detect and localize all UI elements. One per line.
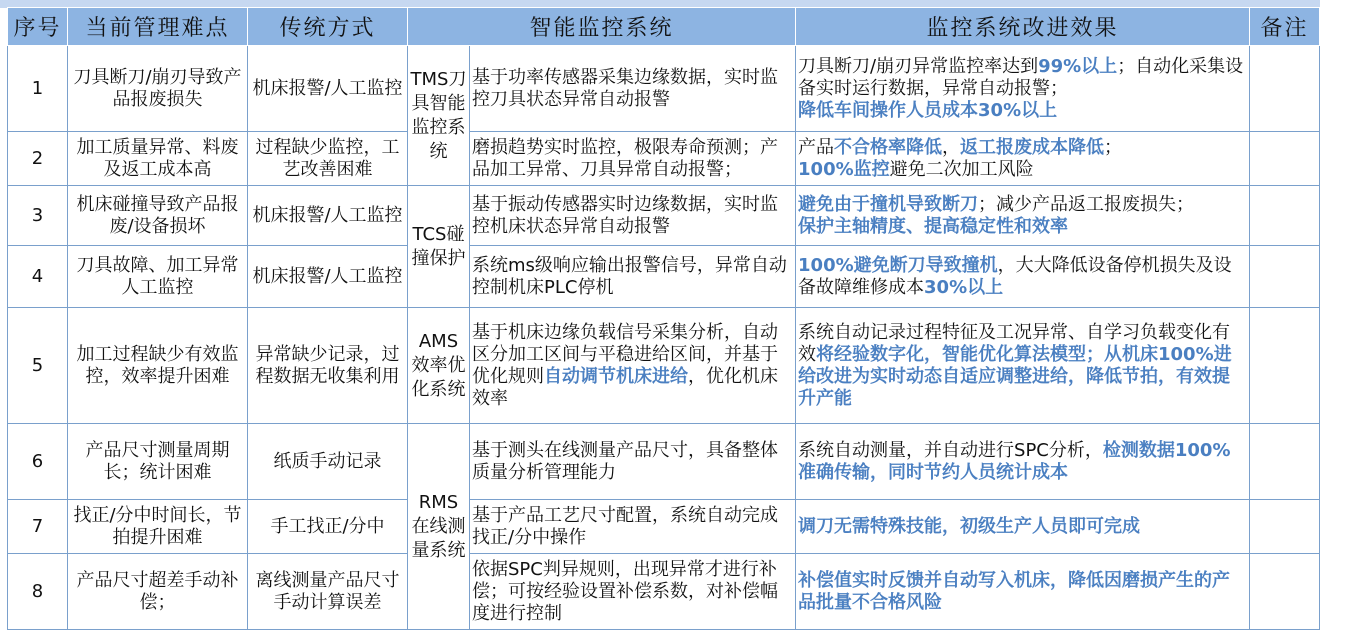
effect-highlight: 返工报废成本降低 [960, 136, 1105, 158]
effect-text: 系统自动记录过程特征及工况异常、自学习负载变化有效 [798, 321, 1231, 365]
header-row [8, 8, 1320, 46]
table-row [8, 46, 1320, 132]
effect-highlight: 将经验数字化，智能优化算法模型；从机床100%进给改进为实时动态自适应调整进给，降低节拍，有效提升产能 [798, 343, 1232, 409]
row-difficulty: 机床碰撞导致产品报废/设备损坏 [68, 186, 248, 246]
row-no: 3 [8, 186, 68, 246]
row-traditional: 机床报警/人工监控 [248, 186, 408, 246]
effect-text: 产品 [798, 136, 835, 158]
header-seq: 序号 [8, 8, 68, 46]
row-traditional: 机床报警/人工监控 [248, 46, 408, 132]
row-detail: 磨损趋势实时监控，极限寿命预测；产品加工异常、刀具异常自动报警； [470, 132, 796, 186]
row-difficulty: 加工质量异常、料废及返工成本高 [68, 132, 248, 186]
effect-highlight: 检测数据100%准确传输，同时节约人员统计成本 [798, 439, 1231, 483]
row-effect [796, 46, 1250, 132]
effect-highlight: 不合格率降低 [834, 136, 943, 158]
row-remark [1250, 246, 1320, 308]
row-remark [1250, 132, 1320, 186]
header-remark: 备注 [1250, 8, 1320, 46]
header-difficulty: 当前管理难点 [68, 8, 248, 46]
row-no: 8 [8, 554, 68, 630]
row-traditional: 纸质手动记录 [248, 424, 408, 500]
system-tms: TMS刀具智能监控系统 [408, 46, 470, 186]
detail-text: ，优化机床效率 [472, 365, 778, 409]
row-no: 4 [8, 246, 68, 308]
header-effect: 监控系统改进效果 [796, 8, 1250, 46]
row-effect [796, 246, 1250, 308]
row-effect [796, 500, 1250, 554]
row-effect [796, 308, 1250, 424]
effect-text: ；减少产品返工报废损失； [978, 193, 1195, 215]
row-remark [1250, 500, 1320, 554]
table-row [8, 186, 1320, 246]
effect-text: ； [1104, 136, 1123, 158]
row-detail: 系统ms级响应输出报警信号，异常自动控制机床PLC停机 [470, 246, 796, 308]
detail-highlight: 自动调节机床进给 [544, 365, 688, 387]
row-difficulty: 找正/分中时间长，节拍提升困难 [68, 500, 248, 554]
row-traditional: 离线测量产品尺寸手动计算误差 [248, 554, 408, 630]
row-remark [1250, 308, 1320, 424]
detail-text: 基于机床边缘负载信号采集分析，自动区分加工区间与平稳进给区间，并基于优化规则 [472, 321, 778, 387]
effect-highlight: 避免由于撞机导致断刀 [798, 193, 979, 215]
table-row [8, 308, 1320, 424]
row-no: 5 [8, 308, 68, 424]
row-detail: 基于产品工艺尺寸配置，系统自动完成找正/分中操作 [470, 500, 796, 554]
row-difficulty: 加工过程缺少有效监控，效率提升困难 [68, 308, 248, 424]
system-ams: AMS效率优化系统 [408, 308, 470, 424]
effect-text: 系统自动测量，并自动进行SPC分析， [798, 439, 1103, 461]
row-traditional: 过程缺少监控，工艺改善困难 [248, 132, 408, 186]
row-no: 2 [8, 132, 68, 186]
table-row [8, 246, 1320, 308]
row-detail [470, 308, 796, 424]
row-detail: 基于测头在线测量产品尺寸，具备整体质量分析管理能力 [470, 424, 796, 500]
header-traditional: 传统方式 [248, 8, 408, 46]
effect-highlight: 99%以上 [1038, 55, 1118, 77]
row-difficulty: 刀具故障、加工异常人工监控 [68, 246, 248, 308]
effect-highlight: 调刀无需特殊技能，初级生产人员即可完成 [798, 515, 1141, 537]
effect-text: ， [942, 136, 961, 158]
system-rms: RMS在线测量系统 [408, 424, 470, 630]
row-effect [796, 132, 1250, 186]
row-traditional: 异常缺少记录，过程数据无收集利用 [248, 308, 408, 424]
row-difficulty: 产品尺寸测量周期长；统计困难 [68, 424, 248, 500]
effect-highlight: 保护主轴精度、提高稳定性和效率 [798, 215, 1069, 237]
table-row [8, 554, 1320, 630]
row-difficulty: 刀具断刀/崩刃导致产品报废损失 [68, 46, 248, 132]
effect-text: ；自动化采集设备实时运行数据，异常自动报警； [798, 55, 1244, 99]
row-effect [796, 424, 1250, 500]
effect-text: 刀具断刀/崩刃异常监控率达到 [798, 55, 1039, 77]
row-detail: 基于功率传感器采集边缘数据，实时监控刀具状态异常自动报警 [470, 46, 796, 132]
comparison-table [7, 7, 1320, 630]
row-no: 7 [8, 500, 68, 554]
table-row [8, 132, 1320, 186]
effect-highlight: 补偿值实时反馈并自动写入机床，降低因磨损产生的产品批量不合格风险 [798, 569, 1231, 613]
effect-text: ，大大降低设备停机损失及设备故障维修成本 [798, 254, 1232, 298]
effect-highlight: 100%避免断刀导致撞机 [798, 254, 998, 276]
header-system: 智能监控系统 [408, 8, 796, 46]
row-detail: 依据SPC判异规则，出现异常才进行补偿；可按经验设置补偿系数，对补偿幅度进行控制 [470, 554, 796, 630]
row-remark [1250, 186, 1320, 246]
row-no: 1 [8, 46, 68, 132]
row-traditional: 机床报警/人工监控 [248, 246, 408, 308]
effect-highlight: 30%以上 [924, 276, 1004, 298]
row-no: 6 [8, 424, 68, 500]
row-difficulty: 产品尺寸超差手动补偿； [68, 554, 248, 630]
row-remark [1250, 424, 1320, 500]
effect-highlight: 降低车间操作人员成本30%以上 [798, 99, 1058, 121]
row-effect [796, 554, 1250, 630]
effect-highlight: 100%监控 [798, 158, 890, 180]
system-tcs: TCS碰撞保护 [408, 186, 470, 308]
row-effect [796, 186, 1250, 246]
row-detail: 基于振动传感器实时边缘数据，实时监控机床状态异常自动报警 [470, 186, 796, 246]
effect-text: 避免二次加工风险 [889, 158, 1034, 180]
row-remark [1250, 46, 1320, 132]
table-row [8, 500, 1320, 554]
table-row [8, 424, 1320, 500]
row-traditional: 手工找正/分中 [248, 500, 408, 554]
row-remark [1250, 554, 1320, 630]
